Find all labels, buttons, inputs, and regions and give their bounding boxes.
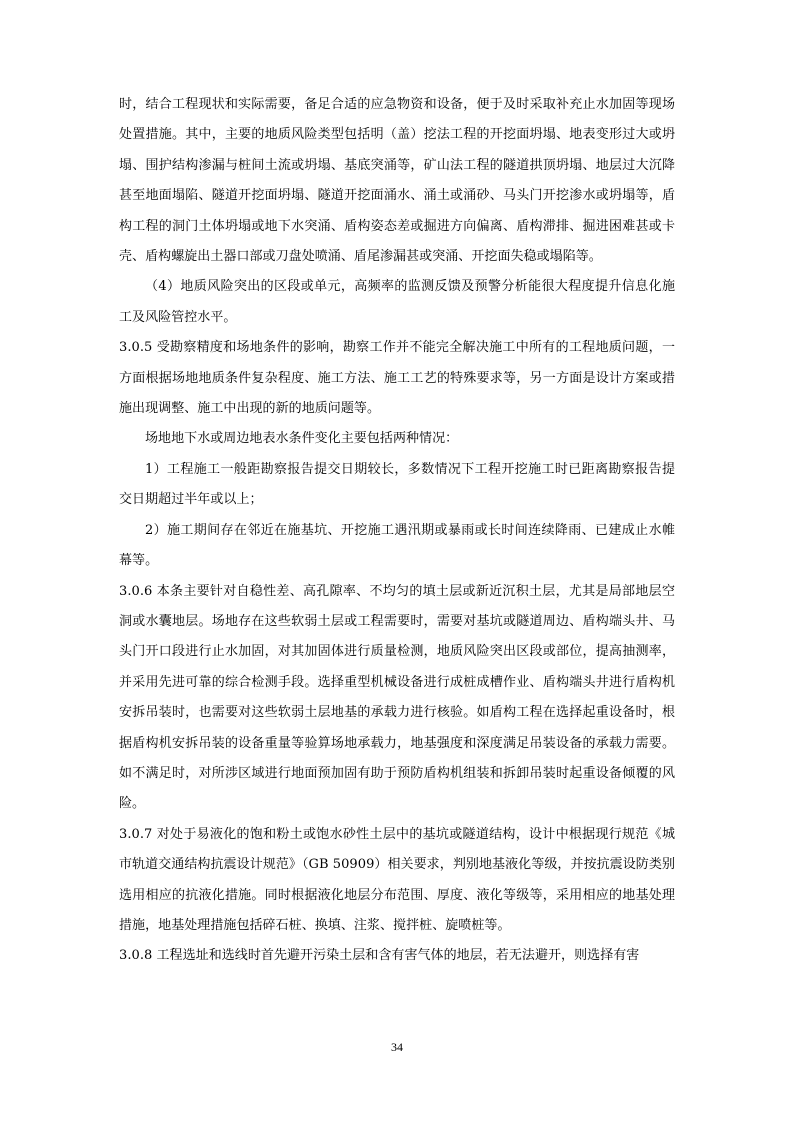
paragraph-case-2: 2）施工期间存在邻近在施基坑、开挖施工遇汛期或暴雨或长时间连续降雨、已建成止水帷幕等。 [119, 522, 675, 569]
page-number: 34 [391, 1040, 403, 1054]
body-text [119, 90, 675, 972]
paragraph-clause-3-0-8: 3.0.8 工程选址和选线时首先避开污染土层和含有害气体的地层，若无法避开，则选择有害 [119, 948, 640, 964]
paragraph-item-4: （4）地质风险突出的区段或单元，高频率的监测反馈及预警分析能很大程度提升信息化施工及风险管控水平。 [119, 279, 675, 325]
paragraph-clause-3-0-7: 3.0.7 对处于易液化的饱和粉土或饱水砂性土层中的基坑或隧道结构，设计中根据现行规范《城市轨道交通结构抗震设计规范》（GB 50909）相关要求，判别地基液化等级，并按抗震设防类别选用相应的抗液化措施。同时根据液化地层分布范围、厚度、液化等级等，采用相应的地基处理措施，地基处理措施包括碎石桩、换填、注浆、搅拌桩、旋喷桩等。 [119, 826, 675, 933]
paragraph-clause-3-0-5: 3.0.5 受勘察精度和场地条件的影响，勘察工作并不能完全解决施工中所有的工程地质问题，一方面根据场地地质条件复杂程度、施工方法、施工工艺的特殊要求等，另一方面是设计方案或措施出现调整、施工中出现的新的地质问题等。 [119, 340, 675, 417]
paragraph-groundwater-intro: 场地地下水或周边地表水条件变化主要包括两种情况： [145, 431, 459, 447]
paragraph-risk-types: 时，结合工程现状和实际需要，备足合适的应急物资和设备，便于及时采取补充止水加固等现场处置措施。其中，主要的地质风险类型包括明（盖）挖法工程的开挖面坍塌、地表变形过大或坍塌、围护结构渗漏与桩间土流或坍塌、基底突涌等，矿山法工程的隧道拱顶坍塌、地层过大沉降甚至地面塌陷、隧道开挖面坍塌、隧道开挖面涌水、涌土或涌砂、马头门开挖渗水或坍塌等，盾构工程的洞门土体坍塌或地下水突涌、盾构姿态差或掘进方向偏离、盾构滞排、掘进困难甚或卡壳、盾构螺旋出土器口部或刀盘处喷涌、盾尾渗漏甚或突涌、开挖面失稳或塌陷等。 [119, 97, 675, 265]
paragraph-clause-3-0-6: 3.0.6 本条主要针对自稳性差、高孔隙率、不均匀的填土层或新近沉积土层，尤其是局部地层空洞或水囊地层。场地存在这些软弱土层或工程需要时，需要对基坑或隧道周边、盾构端头井、马头门开口段进行止水加固，对其加固体进行质量检测，地质风险突出区段或部位，提高抽测率，并采用先进可靠的综合检测手段。选择重型机械设备进行成桩成槽作业、盾构端头井进行盾构机安拆吊装时，也需要对这些软弱土层地基的承载力进行核验。如盾构工程在选择起重设备时，根据盾构机安拆吊装的设备重量等验算场地承载力，地基强度和深度满足吊装设备的承载力需要。如不满足时，对所涉区域进行地面预加固有助于预防盾构机组装和拆卸吊装时起重设备倾覆的风险。 [119, 583, 675, 812]
paragraph-case-1: 1）工程施工一般距勘察报告提交日期较长，多数情况下工程开挖施工时已距离勘察报告提交日期超过半年或以上； [119, 461, 675, 508]
